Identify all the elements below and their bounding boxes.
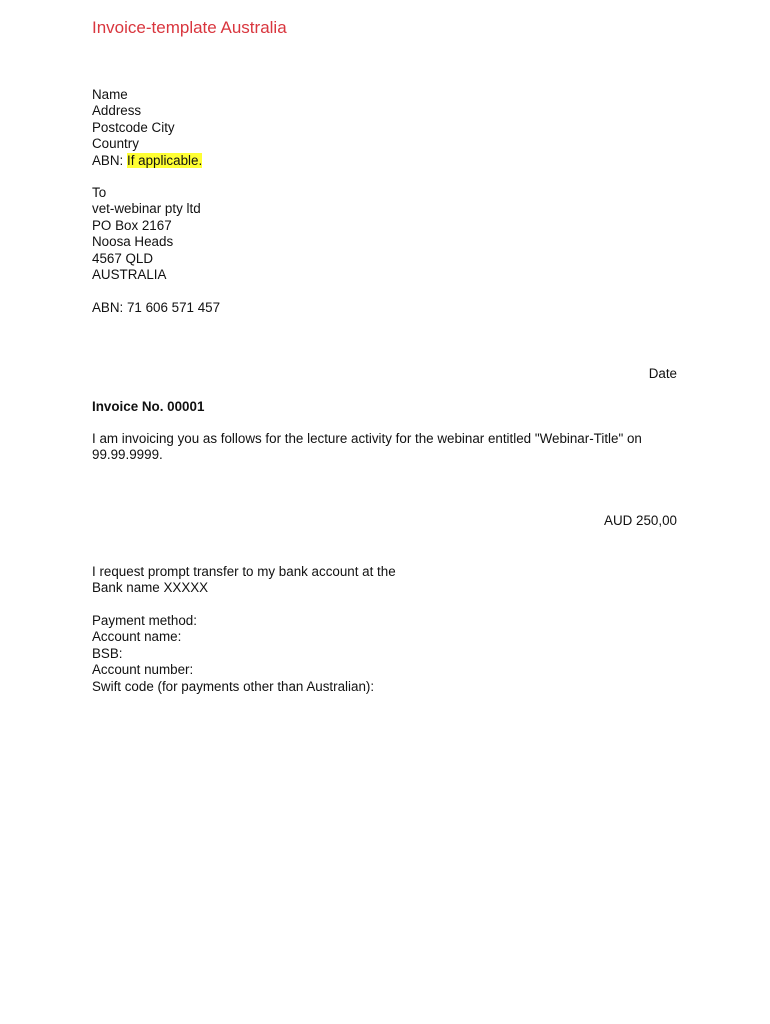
sender-abn-label: ABN: — [92, 152, 127, 168]
recipient-city: Noosa Heads — [92, 234, 174, 250]
sender-postcode-city: Postcode City — [92, 119, 175, 135]
recipient-abn: ABN: 71 606 571 457 — [92, 300, 221, 315]
description-line-1: I am invoicing you as follows for the lecture activity for the webinar entitled "Webinar-Title" on — [92, 431, 642, 446]
payment-method: Payment method: — [92, 613, 197, 628]
invoice-number-block — [92, 399, 204, 415]
sender-country: Country — [92, 136, 139, 152]
sender-name: Name — [92, 87, 128, 102]
recipient-abn-block — [92, 300, 220, 316]
payment-bsb: BSB: — [92, 645, 123, 661]
sender-abn-highlight: If applicable. — [126, 152, 203, 168]
recipient-po-box: PO Box 2167 — [92, 217, 172, 233]
date-label: Date — [648, 366, 677, 381]
transfer-request-block — [92, 564, 396, 597]
recipient-company: vet-webinar pty ltd — [92, 201, 201, 217]
sender-block — [92, 87, 202, 169]
recipient-block — [92, 185, 201, 283]
sender-address: Address — [92, 103, 142, 119]
description-line-2: 99.99.9999. — [92, 447, 163, 463]
transfer-request-line-2: Bank name XXXXX — [92, 580, 209, 596]
payment-details-block — [92, 613, 374, 695]
invoice-description — [92, 431, 682, 464]
payment-account-name: Account name: — [92, 629, 182, 645]
document-title: Invoice-template Australia — [92, 18, 287, 37]
recipient-country: AUSTRALIA — [92, 266, 167, 282]
payment-account-number: Account number: — [92, 662, 194, 678]
transfer-request-line-1: I request prompt transfer to my bank account at the — [92, 564, 396, 579]
payment-swift: Swift code (for payments other than Australian): — [92, 678, 375, 694]
invoice-amount: AUD 250,00 — [604, 513, 677, 528]
sender-abn-line — [92, 153, 202, 169]
recipient-postcode-state: 4567 QLD — [92, 250, 154, 266]
recipient-to: To — [92, 185, 107, 200]
invoice-number: Invoice No. 00001 — [92, 399, 205, 414]
